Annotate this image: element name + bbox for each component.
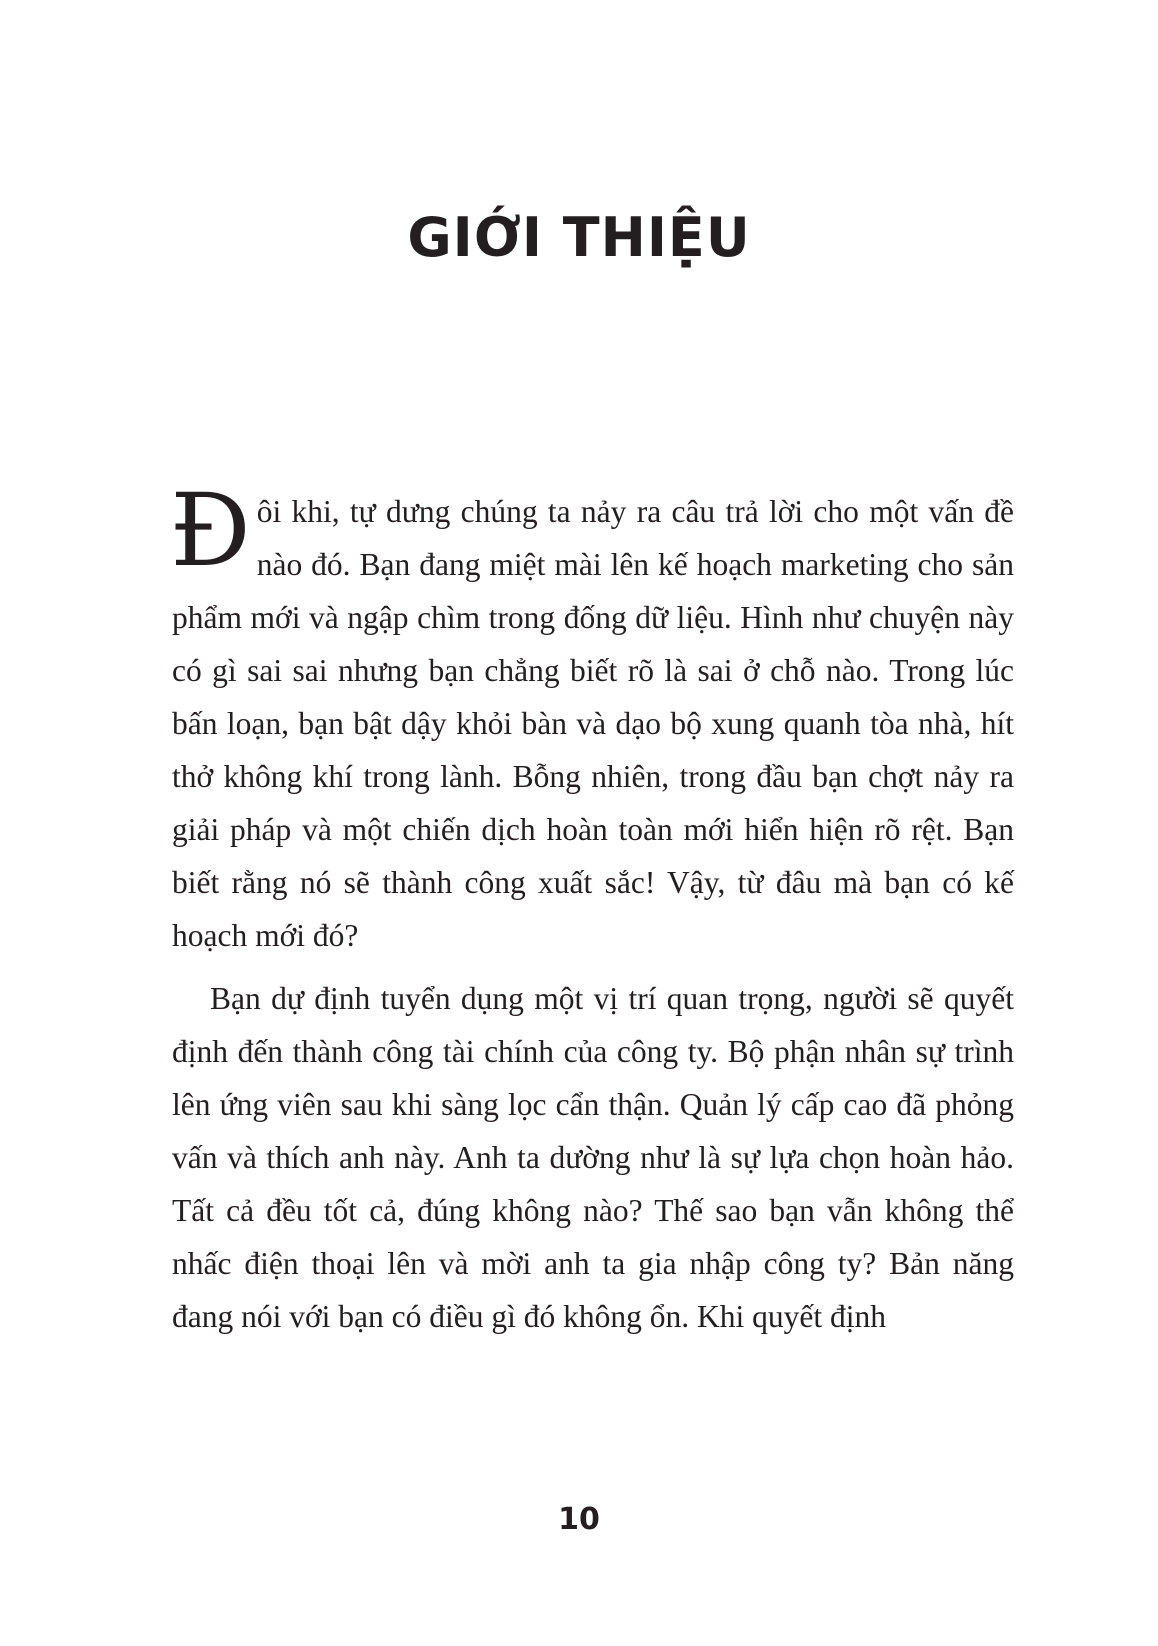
paragraph-2: Bạn dự định tuyển dụng một vị trí quan trọng, người sẽ quyết định đến thành công tài chính của công ty. Bộ phận nhân sự trình lên ứng viên sau khi sàng lọc cẩn thận. Quản lý cấp cao đã phỏng vấn và thích anh này. Anh ta dường như là sự lựa chọn hoàn hảo. Tất cả đều tốt cả, đúng không nào? Thế sao bạn vẫn không thể nhấc điện thoại lên và mời anh ta gia nhập công ty? Bản năng đang nói với bạn có điều gì đó không ổn. Khi quyết định	[172, 981, 1014, 1334]
body-text	[170, 472, 1014, 1343]
paragraph-1	[170, 472, 1014, 962]
page-title: GIỚI THIỆU	[407, 206, 751, 269]
page-number: 10	[558, 1502, 600, 1537]
drop-cap: Đ	[170, 472, 251, 589]
paragraph-1-text: ôi khi, tự dưng chúng ta nảy ra câu trả lời cho một vấn đề nào đó. Bạn đang miệt mài lên kế hoạch marketing cho sản phẩm mới và ngập chìm trong đống dữ liệu. Hình như chuyện này có gì sai sai nhưng bạn chẳng biết rõ là sai ở chỗ nào. Trong lúc bấn loạn, bạn bật dậy khỏi bàn và dạo bộ xung quanh tòa nhà, hít thở không khí trong lành. Bỗng nhiên, trong đầu bạn chợt nảy ra giải pháp và một chiến dịch hoàn toàn mới hiển hiện rõ rệt. Bạn biết rằng nó sẽ thành công xuất sắc! Vậy, từ đâu mà bạn có kế hoạch mới đó?	[172, 494, 1014, 953]
